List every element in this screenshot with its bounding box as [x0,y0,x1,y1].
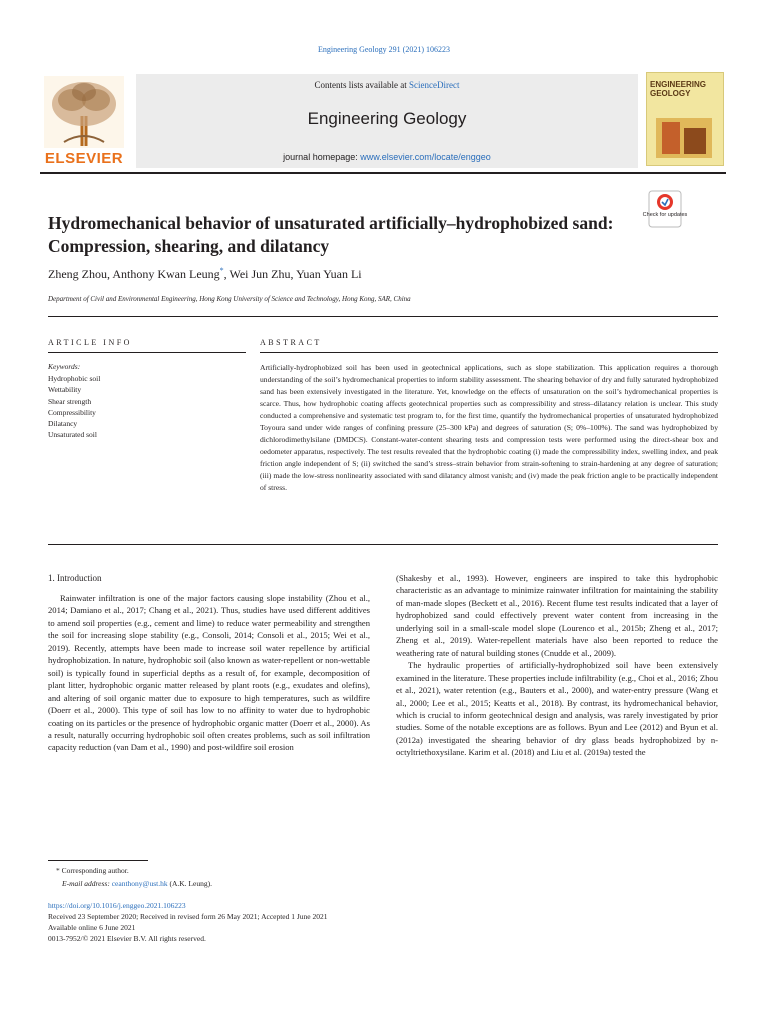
keyword-item: Shear strength [48,396,92,406]
body-paragraph: Rainwater infiltration is one of the major factors causing slope instability (Zhou et al., 2014; Damiano et al., 2017; Chang et al., 2021). Thus, studies have used different additives to amend soil properties (e.g., cement and lime) to reduce water permeability and strengthen the soil for increasing slope stability (e.g., Consoli, 2014; Consoli et al., 2015; Wei et al., 2019). Recently, attempts have been made to increase soil water repellence by artificial hydrophobization. In nature, hydrophobic soil (also known as water-repellent or non-wettable soil) is typically found in superficial depths as a result of, for example, decomposition of plant litter, hydrophobic organic matter released by plant roots (e.g., exudates and olefins), and altering of soil organic matter due to exposure to high temperatures, such as wildfire (Doerr et al., 2000). This type of soil has low to no affinity to water due to hydrophobic coating on its particles or the presence of hydrophobic organic matter (Doerr et al., 2000). As a result, naturally occurring hydrophobic soil often creates problems, such as soil infiltration capacity reduction (van Dam et al., 1990) and post-wildfire soil erosion [48,593,371,753]
keyword-item: Unsaturated soil [48,430,97,440]
homepage-link[interactable]: www.elsevier.com/locate/enggeo [360,152,491,162]
email-link[interactable]: ceanthony@ust.hk [111,879,168,888]
divider [48,544,718,545]
body-paragraph: (Shakesby et al., 1993). However, engineers are inspired to take this hydrophobic characteristic as an advantage to minimize rainwater infiltration for maintaining the stability of man-made slopes (Beckett et al., 2016). Recent flume test results indicated that a layer of hydrophobized sand could effectively prevent water content from increasing in the underlying soil in a small-scale model slope (Lourenco et al., 2015b; Zheng et al., 2017; Zheng et al., 2019). Water-repellent materials have also been reported to reduce the weathering rate of natural building stones (Cnudde et al., 2009). [396,573,718,658]
keyword-item: Hydrophobic soil [48,374,101,383]
body-paragraph: The hydraulic properties of artificially-hydrophobized soil have been extensively examined in the literature. These properties include infiltrability (e.g., Choi et al., 2016; Zhou et al., 2021), water retention (e.g., Bauters et al., 2000), and water-entry pressure (Wang et al., 2000; Lee et al., 2015; Keatts et al., 2018). By contrast, its hydromechanical behavior, which is crucial to inform geotechnical design and analysis, was rarely investigated by prior studies. Some of the notable exceptions are as follows. Byun and Lee (2012) and Byun et al. (2012a) investigated the shearing behavior of dry glass beads hydrophobized by n-octyltriethoxysilane. Karim et al. (2018) and Liu et al. (2019a) tested the [396,660,718,758]
divider [48,316,718,317]
section-heading-introduction: 1. Introduction [48,573,102,583]
author-name[interactable]: Yuan Yuan Li [296,267,362,281]
sciencedirect-link[interactable]: ScienceDirect [409,80,460,90]
check-for-updates-icon[interactable] [648,190,682,228]
keyword-item: Wettability [48,385,82,395]
cover-art-image [656,118,712,158]
journal-reference[interactable]: Engineering Geology 291 (2021) 106223 [318,45,450,54]
article-info-heading: ARTICLE INFO [48,338,132,347]
corresponding-mark[interactable]: * [219,266,224,275]
keyword-item: Dilatancy [48,419,78,429]
keyword-list [48,373,248,441]
author-name[interactable]: Wei Jun Zhu [229,267,291,281]
email-line [62,879,662,889]
contents-line [136,80,638,90]
abstract-text: Artificially-hydrophobized soil has been used in geotechnical applications, such as slope stabilization. This application requires a thorough understanding of the soil’s hydromechanical properties to inform stability assessment. The shearing behavior of dry and fully saturated hydrophobized sand has been extensively investigated in the literature. Yet, knowledge on the effects of unsaturation on the soil’s hydromechanical properties is scarce. Thus, how hydrophobic coating affects geotechnical properties such as compressibility and stress–dilatancy relation is unclear. This study conducted a comprehensive and systematic test program to, for the first time, quantify the hydromechanical properties of unsaturated hydrophobized Toyoura sand under wide ranges of confining pressure (25–300 kPa) and degrees of saturation (S; 0%–100%). The sand was hydrophobized by dichlorodimethylsilane (DMDCS). Constant-water-content shearing tests and compression tests were performed using the direct-shear box and oedometer apparatus, respectively. The test results revealed that the hydrophobic coating (i) made the compressibility index, swelling index, and peak friction angle independent of S; (ii) switched the sand’s stress–strain behavior from strain-softening to strain-hardening at any degree of saturation; (iii) made the low-stress nonlinearity associated with sand dilatancy almost vanish; and (iv) made the peak friction angle to be practically independent of stress. [260,363,718,492]
email-label: E-mail address: [62,879,110,888]
footnote-rule [48,860,148,861]
received-dates: Received 23 September 2020; Received in revised form 26 May 2021; Accepted 1 June 2021 [48,912,328,921]
article-title: Hydromechanical behavior of unsaturated artificially–hydrophobized sand: Compression, shearing, and dilatancy [48,213,614,256]
abstract-heading: ABSTRACT [260,338,322,347]
email-owner: (A.K. Leung). [169,879,212,888]
cover-title: ENGINEERING GEOLOGY [650,80,707,98]
keywords-heading: Keywords: [48,362,81,371]
online-date: Available online 6 June 2021 [48,923,136,932]
affiliation: Department of Civil and Environmental Engineering, Hong Kong University of Science and Technology, Hong Kong, SAR, China [48,295,411,303]
journal-title: Engineering Geology [307,109,467,128]
header-rule [40,172,726,174]
author-list: Zheng Zhou, Anthony Kwan Leung*, Wei Jun Zhu, Yuan Yuan Li [48,266,362,281]
divider [48,352,246,353]
author-name[interactable]: Anthony Kwan Leung [112,267,220,281]
homepage-prefix: journal homepage: [283,152,361,162]
homepage-line [136,152,638,162]
keyword-item: Compressibility [48,407,96,417]
check-for-updates-label[interactable]: Check for updates [642,212,688,218]
elsevier-wordmark: ELSEVIER [44,150,124,167]
copyright-line: 0013-7952/© 2021 Elsevier B.V. All rights reserved. [48,934,206,943]
elsevier-tree-logo [44,76,124,148]
body-column-left [48,592,370,754]
doi-link[interactable]: https://doi.org/10.1016/j.enggeo.2021.106223 [48,901,186,910]
author-name[interactable]: Zheng Zhou [48,267,107,281]
corresponding-author-note: * Corresponding author. [56,866,129,875]
body-column-right [396,572,718,759]
divider [260,352,718,353]
contents-prefix: Contents lists available at [314,80,409,90]
